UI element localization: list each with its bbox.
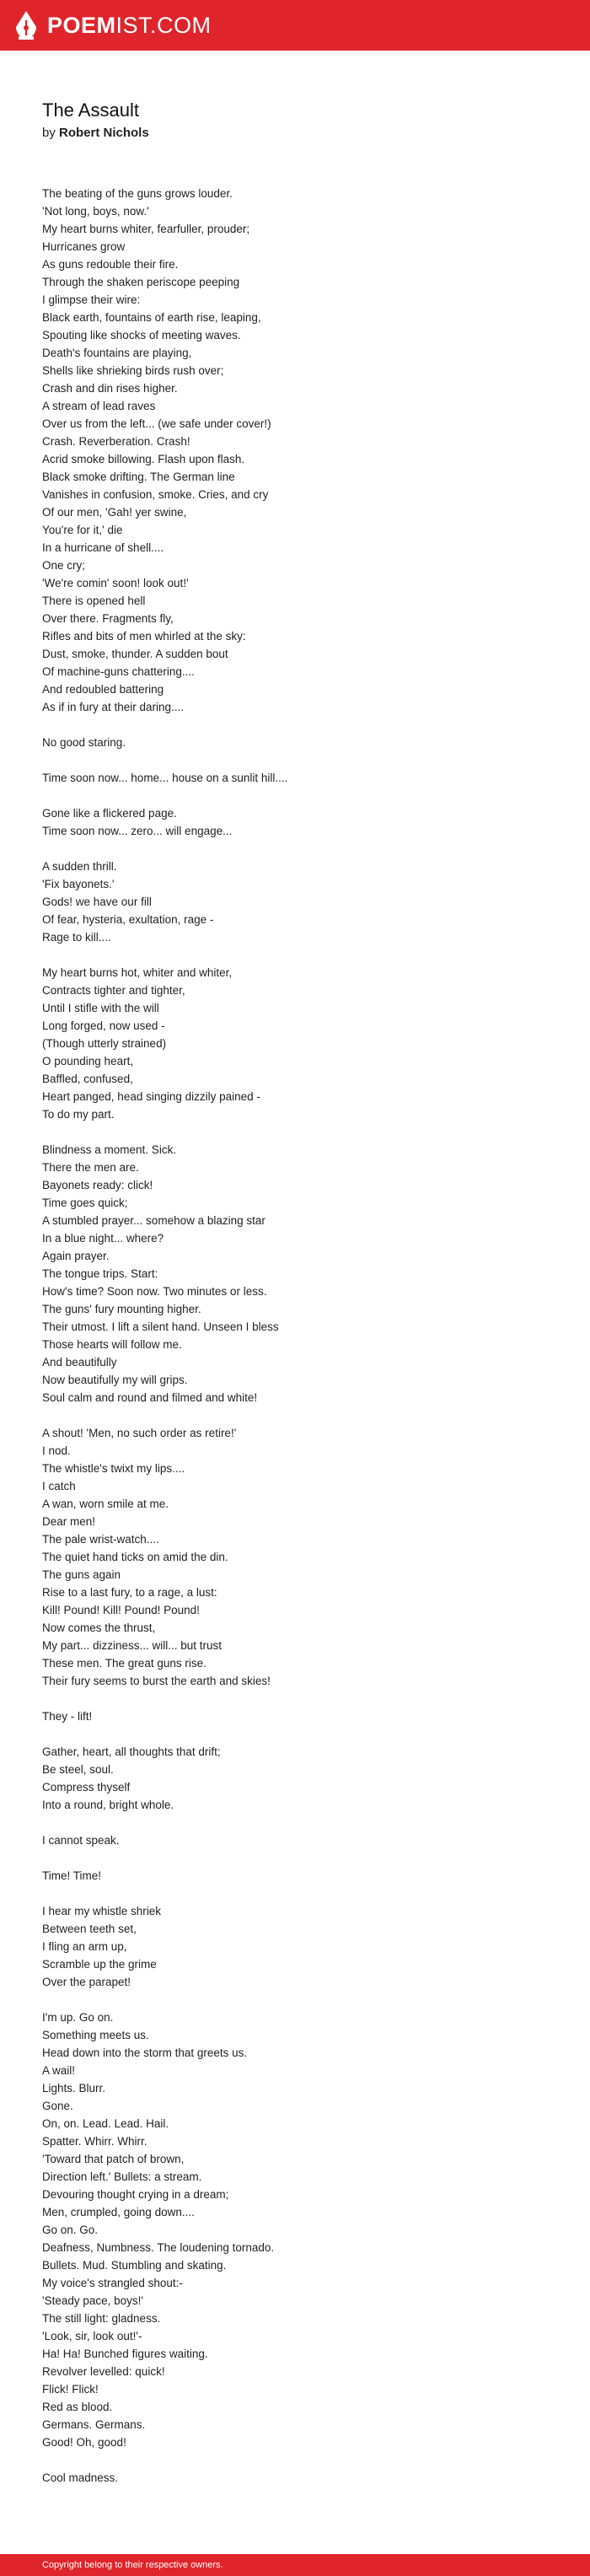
poem-line: Over us from the left... (we safe under cover!): [42, 417, 271, 430]
poem-line: Red as blood.: [42, 2401, 113, 2413]
poem-line: The guns' fury mounting higher.: [42, 1303, 201, 1315]
poem-line: I'm up. Go on.: [42, 2011, 114, 2024]
poem-stanza: [42, 1867, 548, 1885]
poem-line: Germans. Germans.: [42, 2418, 146, 2431]
poem-line: Of machine-guns chattering....: [42, 665, 195, 678]
poem-line: Acrid smoke billowing. Flash upon flash.: [42, 453, 245, 465]
poem-line: O pounding heart,: [42, 1055, 134, 1068]
poem-line: Ha! Ha! Bunched figures waiting.: [42, 2347, 208, 2360]
poem-line: A sudden thrill.: [42, 860, 117, 873]
poem-byline: [42, 125, 149, 142]
poem-line: Spatter. Whirr. Whirr.: [42, 2135, 148, 2148]
poem-line: On, on. Lead. Lead. Hail.: [42, 2117, 169, 2130]
poem-line: My heart burns whiter, fearfuller, prouder;: [42, 223, 250, 235]
poem-line: Lights. Blurr.: [42, 2082, 106, 2095]
poem-line: Time soon now... home... house on a sunlit hill....: [42, 772, 288, 784]
poem-line: A wan, worn smile at me.: [42, 1498, 169, 1510]
poem-line: 'Not long, boys, now.': [42, 205, 149, 218]
poem-line: Of our men, 'Gah! yer swine,: [42, 506, 187, 519]
poem-line: The pale wrist-watch....: [42, 1533, 159, 1546]
poem-line: Rifles and bits of men whirled at the sky:: [42, 630, 246, 643]
poem-line: Flick! Flick!: [42, 2383, 99, 2396]
poem-line: Bullets. Mud. Stumbling and skating.: [42, 2259, 227, 2272]
poem-line: And redoubled battering: [42, 683, 164, 696]
poem-line: Now beautifully my will grips.: [42, 1374, 188, 1386]
poem-stanza: [42, 185, 548, 716]
poem-line: Deafness, Numbness. The loudening tornado.: [42, 2241, 275, 2254]
poem-line: Into a round, bright whole.: [42, 1799, 174, 1811]
poem-line: Good! Oh, good!: [42, 2436, 126, 2449]
poem-line: Through the shaken periscope peeping: [42, 276, 240, 288]
poem-line: The beating of the guns grows louder.: [42, 187, 233, 200]
poem-line: Dear men!: [42, 1515, 96, 1528]
footer-bar: [0, 2554, 590, 2576]
poem-line: Black earth, fountains of earth rise, leaping,: [42, 311, 261, 324]
poem-line: Rise to a last fury, to a rage, a lust:: [42, 1586, 217, 1599]
poem-line: The quiet hand ticks on amid the din.: [42, 1551, 228, 1563]
poem-line: I fling an arm up,: [42, 1940, 127, 1953]
poem-line: My heart burns hot, whiter and whiter,: [42, 966, 233, 979]
poem-line: Their fury seems to burst the earth and skies!: [42, 1675, 271, 1687]
poem-line: There is opened hell: [42, 594, 146, 607]
poem-line: Compress thyself: [42, 1781, 131, 1794]
poem-line: Spouting like shocks of meeting waves.: [42, 329, 241, 341]
poem-line: No good staring.: [42, 736, 126, 749]
poem-stanza: [42, 1831, 548, 1849]
poem-line: Be steel, soul.: [42, 1763, 114, 1776]
poem-line: A stream of lead raves: [42, 400, 156, 412]
poem-line: Gone.: [42, 2100, 73, 2112]
poem-line: The still light: gladness.: [42, 2312, 161, 2325]
poem-line: Hurricanes grow: [42, 240, 126, 253]
poem-stanza: [42, 1902, 548, 1991]
poem-stanza: [42, 1141, 548, 1406]
poem-line: I nod.: [42, 1444, 71, 1457]
site-logo-text: [47, 10, 212, 40]
poem-line: I cannot speak.: [42, 1834, 120, 1847]
poem-line: A stumbled prayer... somehow a blazing star: [42, 1214, 266, 1227]
poem-line: Time goes quick;: [42, 1197, 128, 1209]
poem-stanza: [42, 1424, 548, 1690]
poem-line: Black smoke drifting. The German line: [42, 471, 235, 483]
poem-line: A wail!: [42, 2064, 76, 2077]
poem-stanza: [42, 769, 548, 787]
poem-line: The guns again: [42, 1568, 121, 1581]
poem-line: Those hearts will follow me.: [42, 1338, 182, 1351]
poem-line: Something meets us.: [42, 2029, 149, 2041]
poem-line: Crash and din rises higher.: [42, 382, 178, 395]
poem-stanza: [42, 1707, 548, 1725]
poem-line: Contracts tighter and tighter,: [42, 984, 185, 997]
poem-stanza: [42, 964, 548, 1123]
poem-line: 'Look, sir, look out!'-: [42, 2330, 142, 2342]
logo-text-bold: POEM: [47, 13, 116, 38]
poem-line: Of fear, hysteria, exultation, rage -: [42, 913, 214, 926]
poem-line: In a hurricane of shell....: [42, 541, 164, 554]
poem-line: 'Fix bayonets.': [42, 878, 115, 890]
poem-line: Time! Time!: [42, 1869, 102, 1882]
poem-line: Again prayer.: [42, 1250, 110, 1262]
poem-line: Over there. Fragments fly,: [42, 612, 174, 625]
poem-line: They - lift!: [42, 1710, 93, 1723]
poem-line: Until I stifle with the will: [42, 1002, 159, 1014]
poem-line: Dust, smoke, thunder. A sudden bout: [42, 648, 228, 660]
poem-line: Long forged, now used -: [42, 1019, 165, 1032]
poem-line: Cool madness.: [42, 2471, 119, 2484]
poem-line: Between teeth set,: [42, 1923, 137, 1935]
poem-line: The whistle's twixt my lips....: [42, 1462, 185, 1475]
poem-line: Direction left.' Bullets: a stream.: [42, 2170, 202, 2183]
poem-line: Heart panged, head singing dizzily pained -: [42, 1090, 260, 1103]
poem-title: The Assault: [42, 99, 139, 121]
poem-line: Soul calm and round and filmed and white!: [42, 1391, 258, 1404]
poem-line: To do my part.: [42, 1108, 115, 1121]
poem-line: Rage to kill....: [42, 931, 111, 944]
poem-line: How's time? Soon now. Two minutes or less.: [42, 1285, 267, 1298]
poem-line: 'Steady pace, boys!': [42, 2294, 143, 2307]
poem-line: Scramble up the grime: [42, 1958, 157, 1971]
poem-line: My voice's strangled shout:-: [42, 2277, 183, 2289]
poem-line: As guns redouble their fire.: [42, 258, 179, 271]
logo-text-light: IST.COM: [115, 13, 212, 38]
poem-line: Their utmost. I lift a silent hand. Unseen I bless: [42, 1320, 279, 1333]
poem-line: Go on. Go.: [42, 2224, 99, 2236]
poem-line: Head down into the storm that greets us.: [42, 2046, 248, 2059]
poem-line: Now comes the thrust,: [42, 1621, 156, 1634]
poem-line: These men. The great guns rise.: [42, 1657, 206, 1670]
poem-line: You're for it,' die: [42, 524, 123, 536]
poem-line: Bayonets ready: click!: [42, 1179, 153, 1191]
poem-stanza: [42, 804, 548, 840]
copyright-text: Copyright belong to their respective owners.: [42, 2560, 223, 2570]
poem-line: One cry;: [42, 559, 86, 572]
poem-line: I catch: [42, 1480, 76, 1492]
poem-line: As if in fury at their daring....: [42, 701, 185, 713]
poem-line: Devouring thought crying in a dream;: [42, 2188, 229, 2201]
site-logo-link[interactable]: [13, 10, 212, 40]
poem-line: Kill! Pound! Kill! Pound! Pound!: [42, 1604, 200, 1616]
poem-body: [42, 185, 548, 2504]
poem-line: Gather, heart, all thoughts that drift;: [42, 1745, 221, 1758]
poem-stanza: [42, 2469, 548, 2487]
poem-line: Men, crumpled, going down....: [42, 2206, 195, 2218]
poem-stanza: [42, 858, 548, 946]
poem-line: Baffled, confused,: [42, 1073, 133, 1085]
poem-line: In a blue night... where?: [42, 1232, 164, 1245]
poem-line: My part... dizziness... will... but trust: [42, 1639, 223, 1652]
poem-line: Time soon now... zero... will engage...: [42, 825, 233, 837]
poem-line: The tongue trips. Start:: [42, 1267, 158, 1280]
poem-stanza: [42, 1743, 548, 1814]
poem-line: And beautifully: [42, 1356, 117, 1369]
poem-line: Vanishes in confusion, smoke. Cries, and cry: [42, 488, 269, 501]
poem-stanza: [42, 734, 548, 751]
poem-line: Crash. Reverberation. Crash!: [42, 435, 190, 448]
poem-line: I hear my whistle shriek: [42, 1905, 162, 1917]
top-header-bar: [0, 0, 590, 51]
poem-line: There the men are.: [42, 1161, 139, 1174]
poem-line: Revolver levelled: quick!: [42, 2365, 165, 2378]
poem-line: 'We're comin' soon! look out!': [42, 577, 189, 589]
poem-line: A shout! 'Men, no such order as retire!': [42, 1427, 237, 1439]
poem-line: Blindness a moment. Sick.: [42, 1143, 177, 1156]
poem-line: Gods! we have our fill: [42, 895, 152, 908]
author-name[interactable]: Robert Nichols: [59, 126, 149, 140]
by-label: by: [42, 126, 56, 140]
poem-stanza: [42, 2009, 548, 2451]
poem-line: Death's fountains are playing,: [42, 347, 192, 359]
poem-line: (Though utterly strained): [42, 1037, 167, 1050]
poem-line: I glimpse their wire:: [42, 293, 141, 306]
poem-line: Over the parapet!: [42, 1976, 131, 1988]
poem-line: Shells like shrieking birds rush over;: [42, 364, 224, 377]
pen-nib-icon: [13, 10, 39, 40]
poem-line: 'Toward that patch of brown,: [42, 2153, 185, 2165]
poem-line: Gone like a flickered page.: [42, 807, 177, 820]
